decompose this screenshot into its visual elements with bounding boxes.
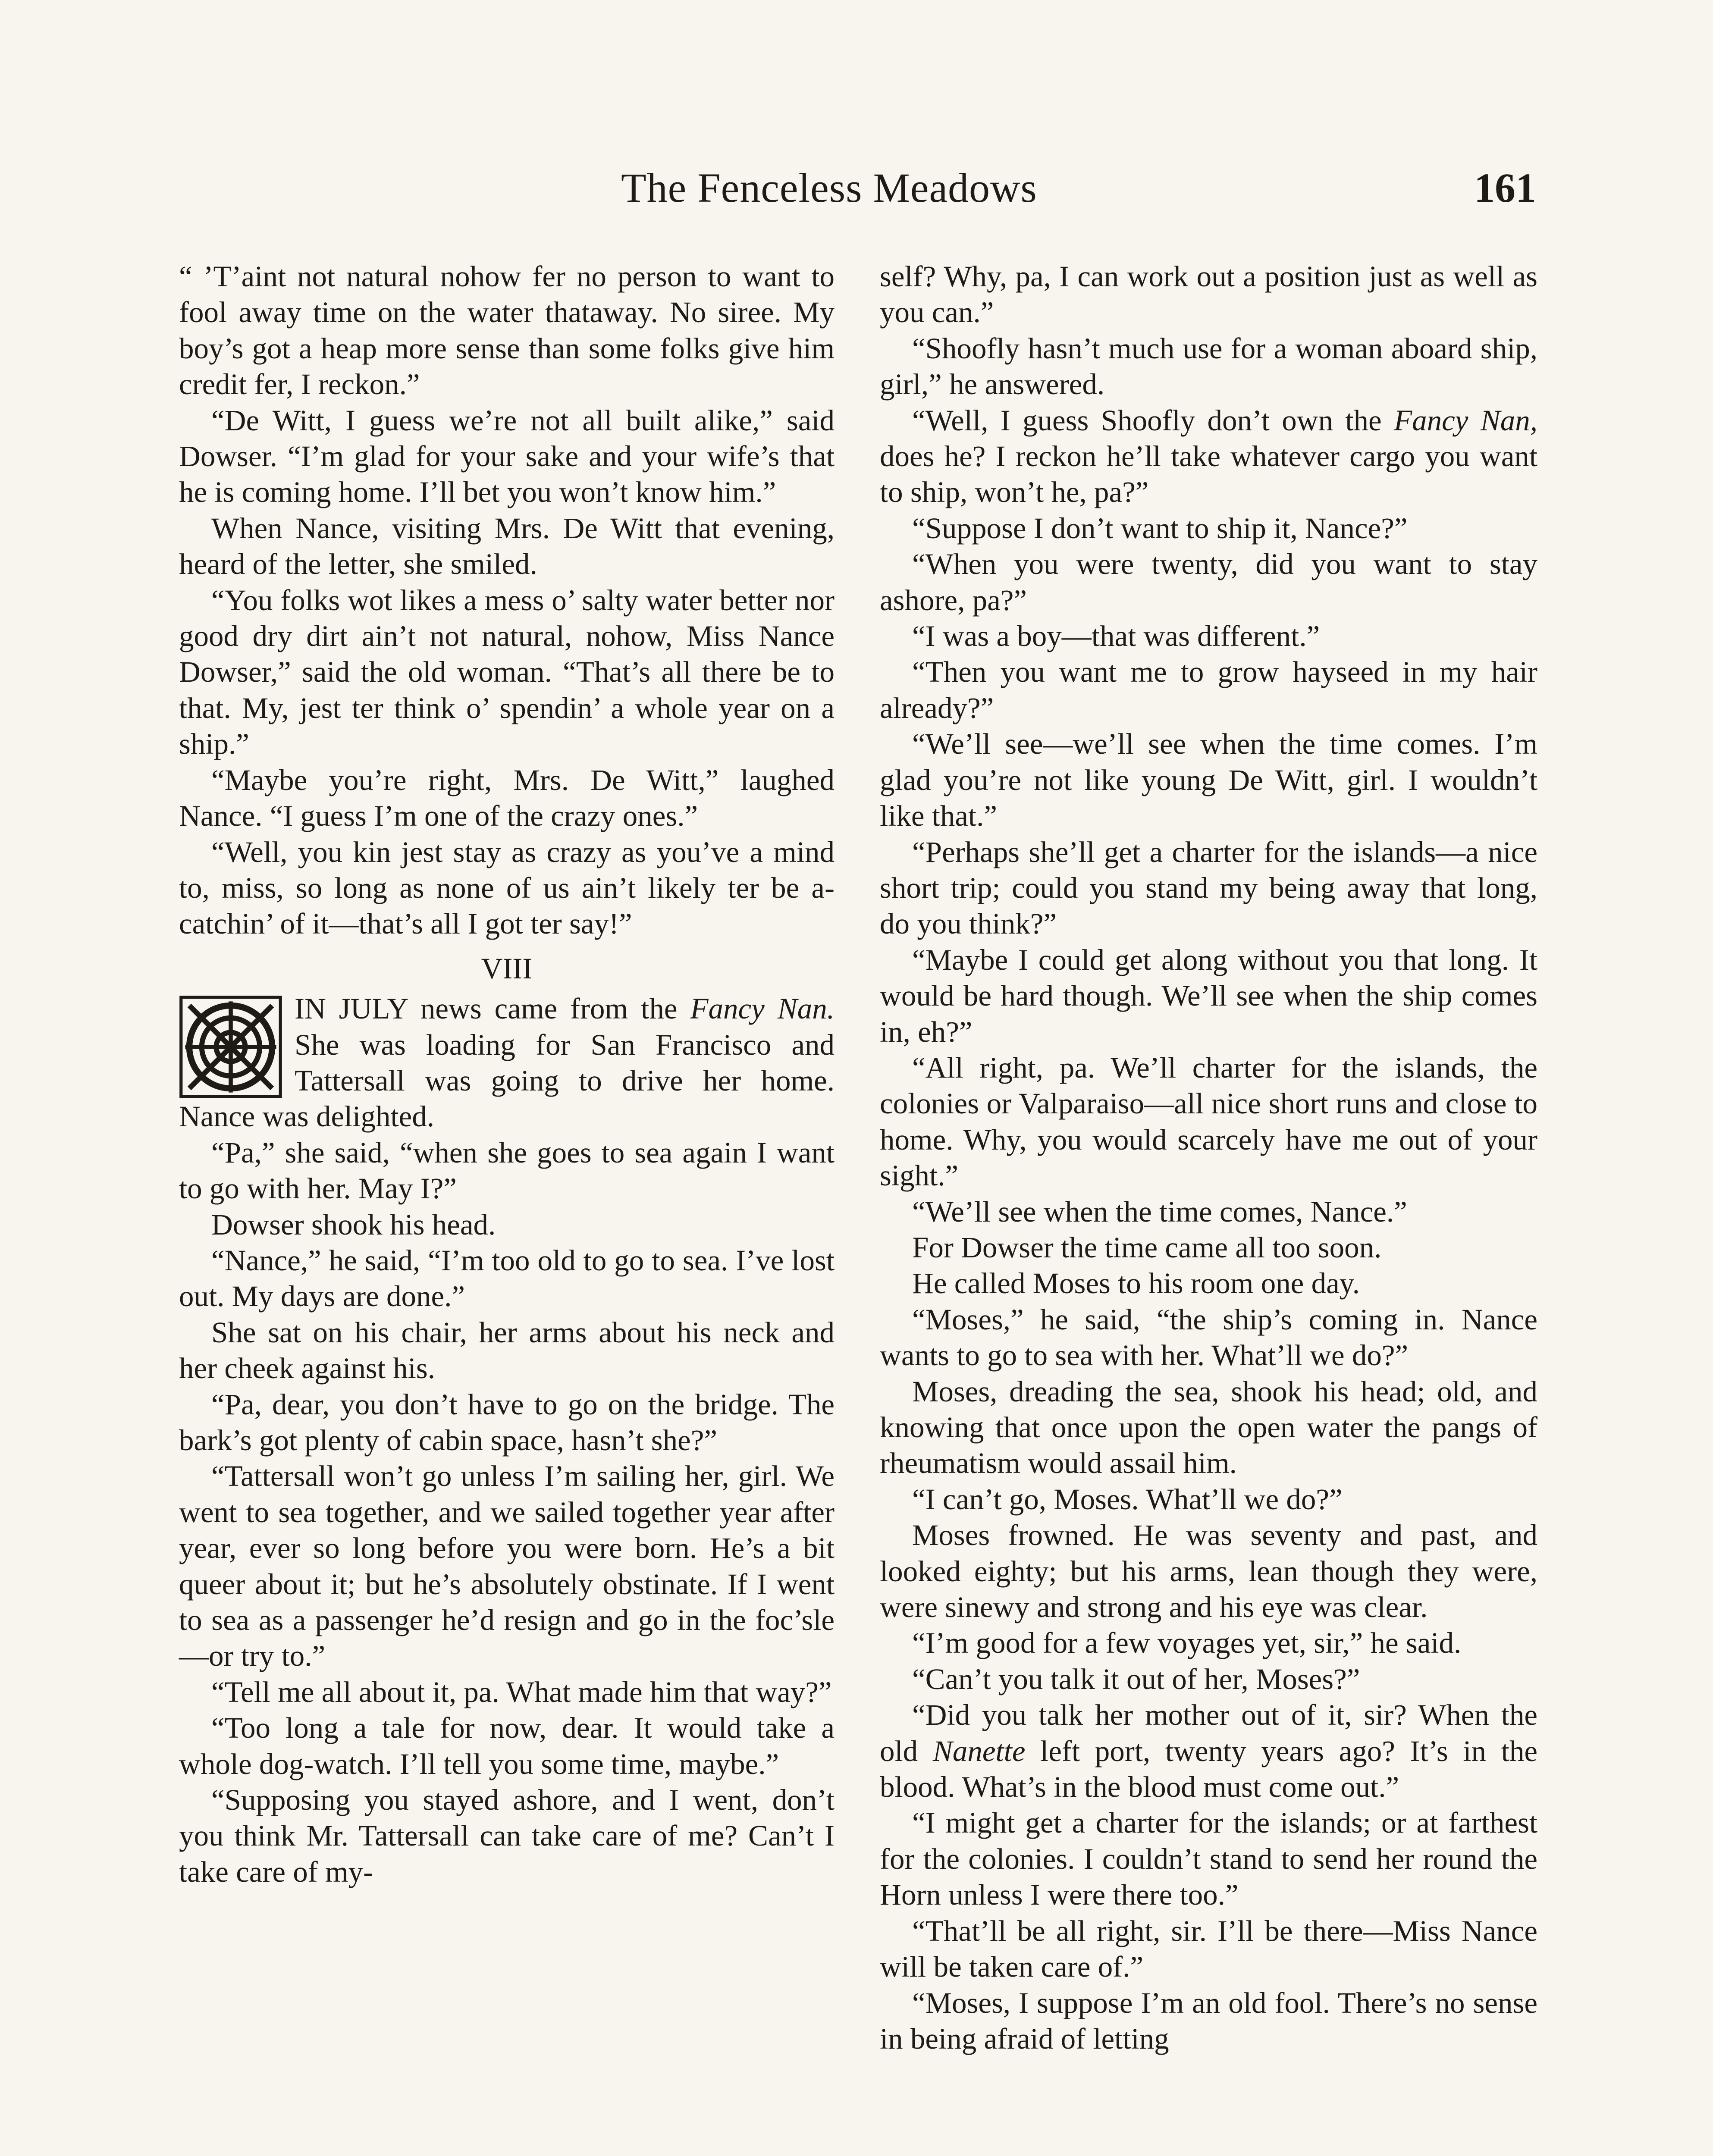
paragraph: “Too long a tale for now, dear. It would take a whole dog-watch. I’ll tell you some time, maybe.” [179, 1711, 835, 1780]
section-heading: VIII [481, 952, 533, 985]
paragraph: “That’ll be all right, sir. I’ll be there—Miss Nance will be taken care of.” [880, 1914, 1537, 1984]
ship-name: Fancy Nan. [690, 992, 835, 1025]
paragraph: “Maybe you’re right, Mrs. De Witt,” laughed Nance. “I guess I’m one of the crazy ones.” [179, 763, 835, 833]
paragraph: “De Witt, I guess we’re not all built alike,” said Dowser. “I’m glad for your sake and your wife’s that he is coming home. I’ll bet you won’t know him.” [179, 404, 835, 509]
paragraph: “Then you want me to grow hayseed in my hair already?” [880, 655, 1537, 724]
paragraph: “We’ll see when the time comes, Nance.” [912, 1195, 1407, 1228]
text-run: left port, twenty years ago? It’s in the blood. What’s in the blood must come out.” [880, 1734, 1538, 1804]
paragraph: “Moses, I suppose I’m an old fool. There’s no sense in being afraid of letting [880, 1986, 1537, 2055]
paragraph: “I’m good for a few voyages yet, sir,” he said. [912, 1626, 1462, 1660]
paragraph: “I can’t go, Moses. What’ll we do?” [912, 1482, 1343, 1516]
ship-name: Nanette [932, 1734, 1026, 1767]
paragraph: “Supposing you stayed ashore, and I went, don’t you think Mr. Tattersall can take care of me? Can’t I take care of my- [179, 1783, 835, 1888]
paragraph: “Perhaps she’ll get a charter for the islands—a nice short trip; could you stand my being away that long, do you think?” [880, 835, 1537, 940]
left-column [179, 259, 835, 1890]
paragraph: “All right, pa. We’ll charter for the islands, the colonies or Valparaiso—all nice short runs and close to home. Why, you would scarcely have me out of your sight.” [880, 1051, 1537, 1192]
text-run: does he? I reckon he’ll take whatever cargo you want to ship, won’t he, pa?” [880, 440, 1537, 509]
paragraph: He called Moses to his room one day. [912, 1267, 1360, 1300]
running-title: The Fenceless Meadows [621, 165, 1037, 211]
paragraph: Moses, dreading the sea, shook his head; old, and knowing that once upon the open water the pangs of rheumatism would assail him. [880, 1375, 1537, 1480]
paragraph: “Nance,” he said, “I’m too old to go to sea. I’ve lost out. My days are done.” [179, 1244, 835, 1313]
page-header [0, 164, 1713, 224]
paragraph: “Pa, dear, you don’t have to go on the bridge. The bark’s got plenty of cabin space, hasn’t she?” [179, 1388, 835, 1457]
paragraph: “Tattersall won’t go unless I’m sailing her, girl. We went to sea together, and we sailed together year after year, ever so long before you were born. He’s a bit queer about it; but he’s absolutely obstinate. If I went to sea as a passenger he’d resign and go in the foc’sle—or try to.” [179, 1460, 835, 1673]
paragraph: “I was a boy—that was different.” [912, 620, 1320, 653]
text-run: “Well, I guess Shoofly don’t own the [912, 404, 1394, 437]
ship-name: Fancy Nan, [1394, 404, 1537, 437]
paragraph: “ ’T’aint not natural nohow fer no person to want to fool away time on the water thataway. No siree. My boy’s got a heap more sense than some folks give him credit fer, I reckon.” [179, 260, 835, 401]
paragraph: “Maybe I could get along without you that long. It would be hard though. We’ll see when the ship comes in, eh?” [880, 943, 1537, 1048]
paragraph [880, 403, 1537, 511]
paragraph: She sat on his chair, her arms about his neck and her cheek against his. [179, 1316, 835, 1385]
dropcap-text: news came from the [407, 992, 690, 1025]
paragraph: “Moses,” he said, “the ship’s coming in. Nance wants to go to sea with her. What’ll we do?” [880, 1303, 1537, 1372]
dropcap-lead: IN JULY [295, 992, 408, 1025]
paragraph: Dowser shook his head. [211, 1208, 496, 1241]
paragraph: “When you were twenty, did you want to stay ashore, pa?” [880, 548, 1537, 617]
celtic-knot-ornament-icon [179, 995, 282, 1099]
paragraph [880, 1697, 1537, 1805]
paragraph: “Can’t you talk it out of her, Moses?” [912, 1662, 1360, 1695]
paragraph: “I might get a charter for the islands; or at farthest for the colonies. I couldn’t stand to send her round the Horn unless I were there too.” [880, 1806, 1537, 1912]
paragraph: “You folks wot likes a mess o’ salty water better nor good dry dirt ain’t not natural, nohow, Miss Nance Dowser,” said the old woman. “That’s all there be to that. My, jest ter think o’ spendin’ a whole year on a ship.” [179, 583, 835, 761]
paragraph: When Nance, visiting Mrs. De Witt that evening, heard of the letter, she smiled. [179, 511, 835, 581]
paragraph: “Pa,” she said, “when she goes to sea again I want to go with her. May I?” [179, 1136, 835, 1205]
paragraph: “We’ll see—we’ll see when the time comes. I’m glad you’re not like young De Witt, girl. I wouldn’t like that.” [880, 727, 1537, 833]
page-number: 161 [1474, 165, 1536, 211]
paragraph: self? Why, pa, I can work out a position just as well as you can.” [880, 260, 1537, 329]
paragraph: “Shoofly hasn’t much use for a woman aboard ship, girl,” he answered. [880, 332, 1537, 401]
dropcap-text-rest: She was loading for San Francisco and Tattersall was going to drive her home. Nance was delighted. [179, 1028, 835, 1133]
text-run: “Did you talk her mother out of it, sir? When the old [880, 1698, 1537, 1767]
paragraph: “Suppose I don’t want to ship it, Nance?” [912, 511, 1408, 545]
paragraph: For Dowser the time came all too soon. [912, 1231, 1382, 1264]
paragraph: “Well, you kin jest stay as crazy as you’ve a mind to, miss, so long as none of us ain’t likely ter be a-catchin’ of it—that’s all I got ter say!” [179, 835, 835, 940]
right-column [880, 259, 1537, 2057]
paragraph: Moses frowned. He was seventy and past, and looked eighty; but his arms, lean though they were, were sinewy and strong and his eye was clear. [880, 1519, 1537, 1624]
dropcap-paragraph [179, 991, 835, 1135]
paragraph: “Tell me all about it, pa. What made him that way?” [211, 1675, 832, 1708]
